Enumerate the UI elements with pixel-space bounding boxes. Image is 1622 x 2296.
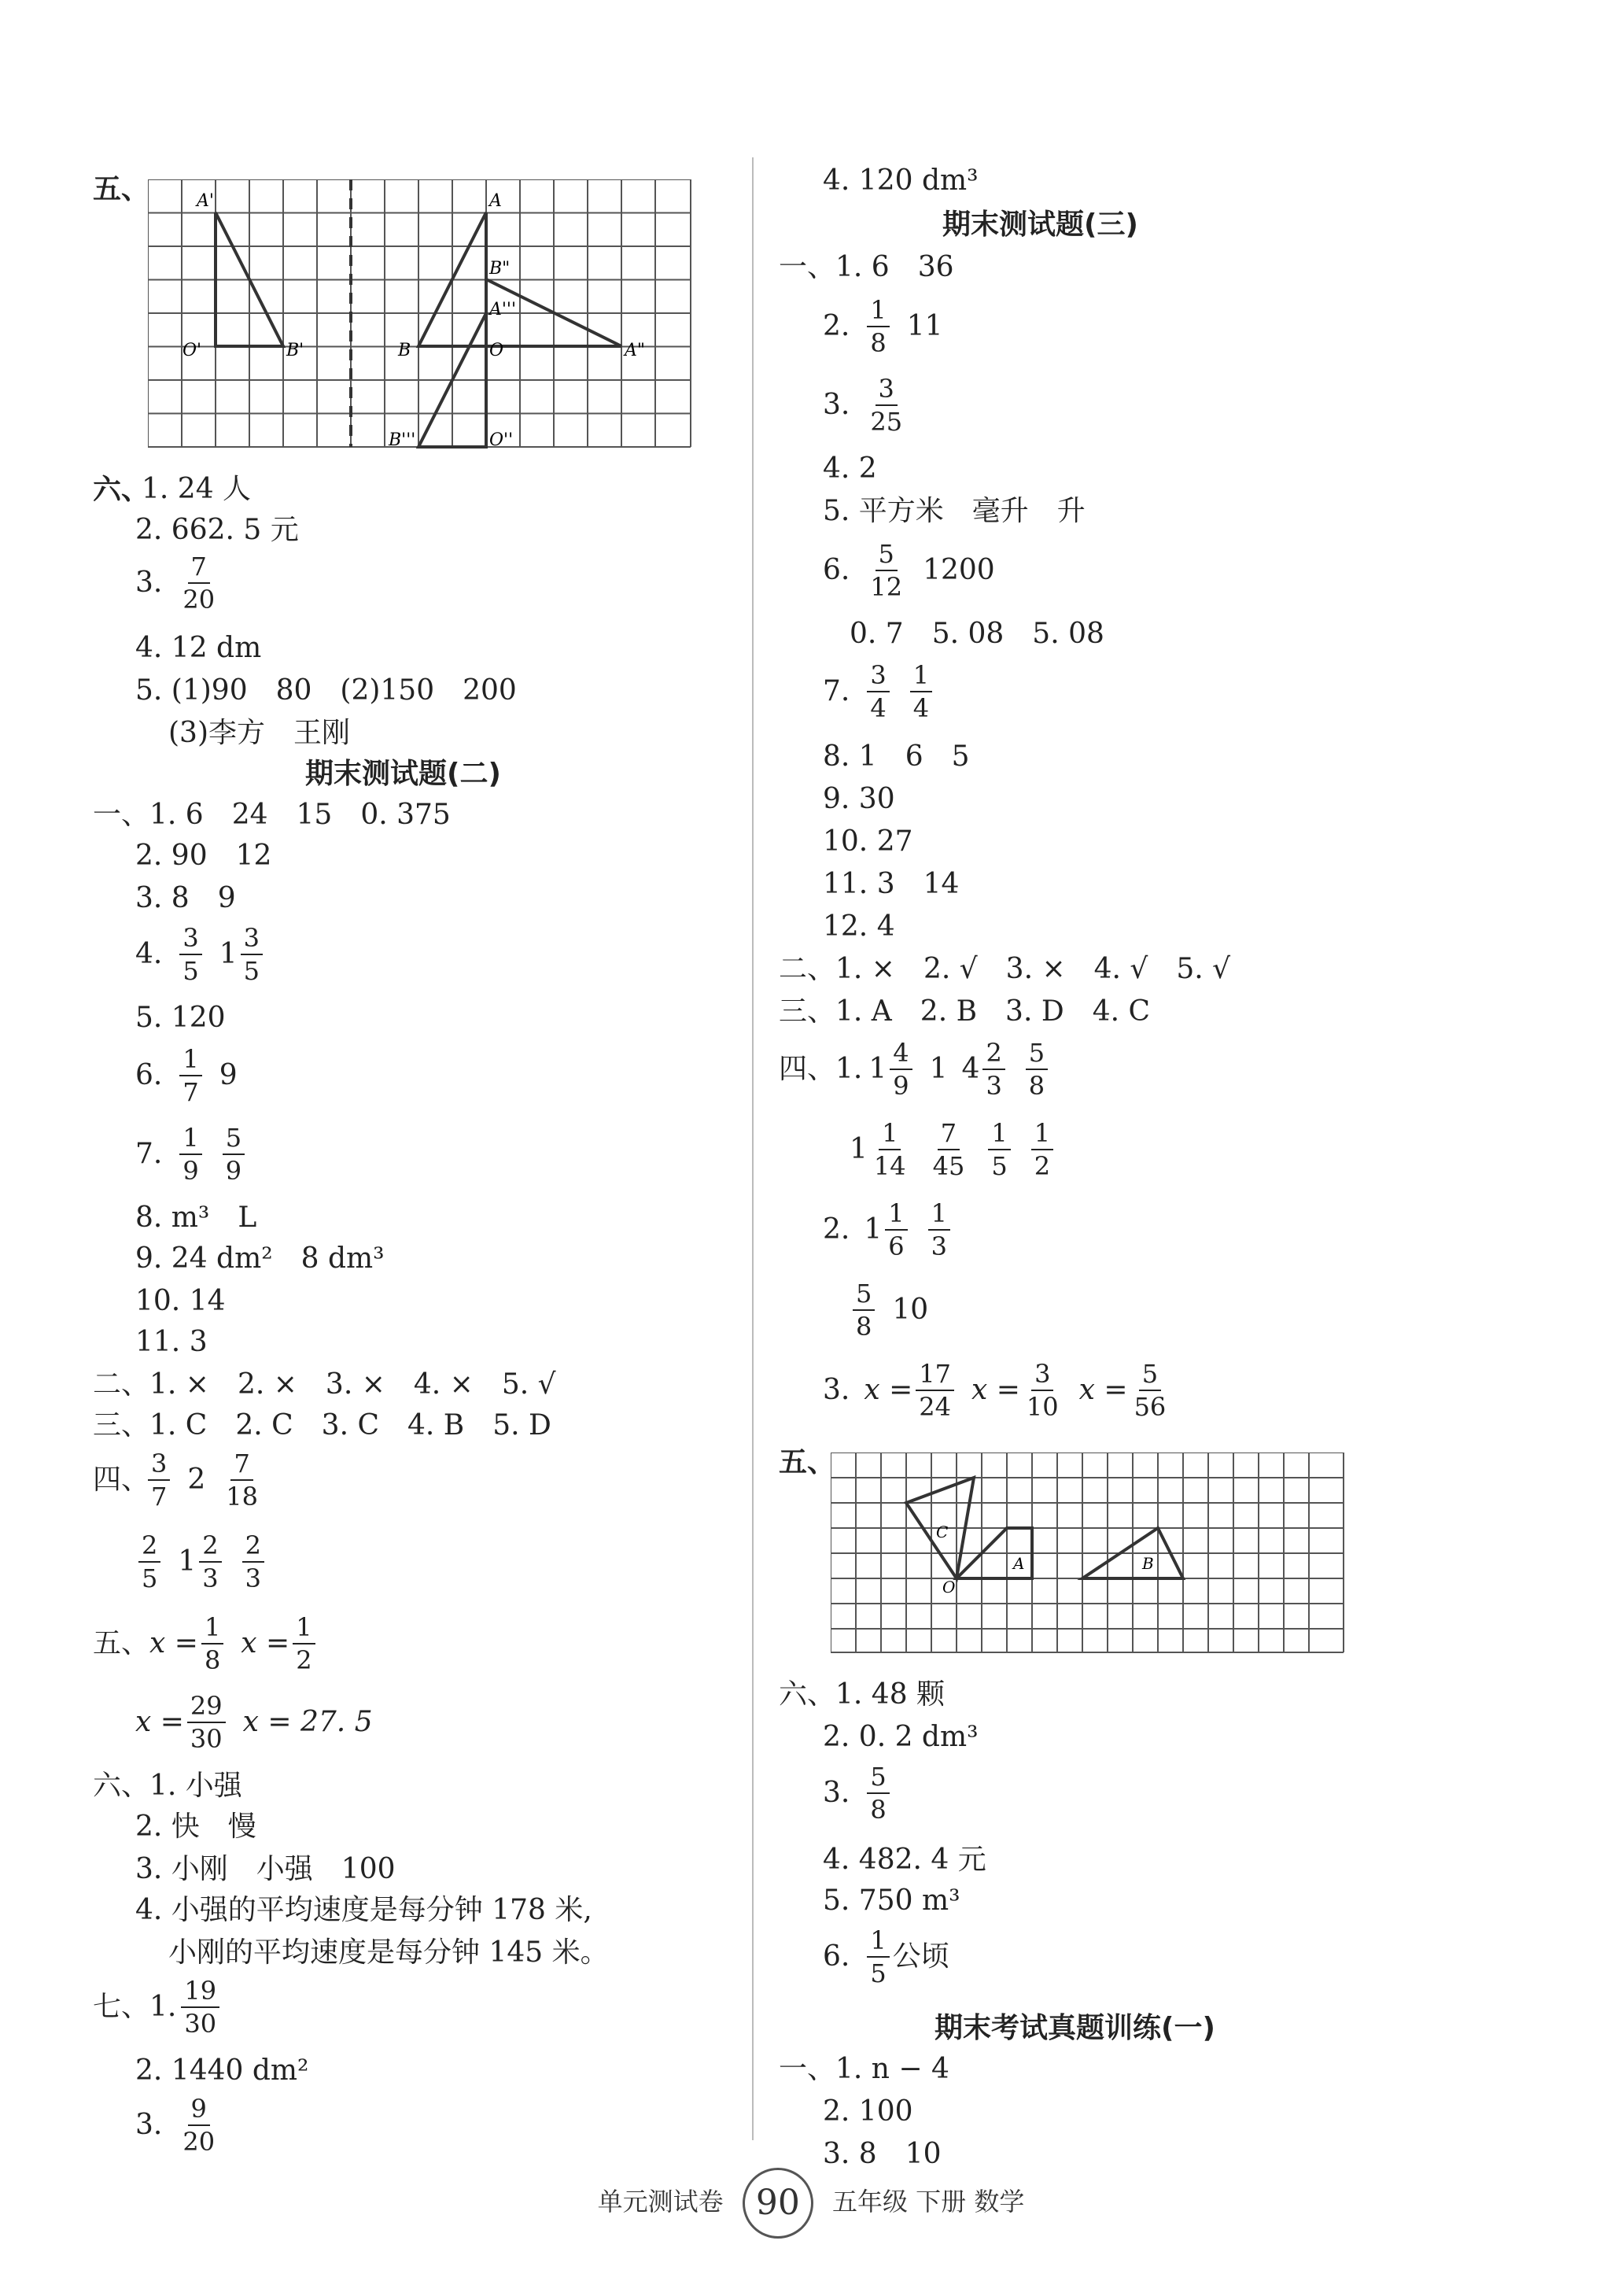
fraction (187, 1690, 226, 1755)
denominator: 9 (182, 1156, 199, 1186)
section-number: 四、1. (779, 1053, 863, 1085)
fraction (928, 1198, 950, 1262)
denominator: 8 (870, 1795, 887, 1825)
fraction (930, 1117, 968, 1182)
equation-lhs: x = (149, 1627, 198, 1659)
value: 11 (906, 310, 943, 342)
denominator: 8 (1028, 1071, 1045, 1101)
fraction (1026, 1037, 1048, 1102)
label-c: C (936, 1523, 949, 1541)
answer-e2-5b (135, 1690, 373, 1755)
fraction (138, 1530, 160, 1594)
real-exam-title: 期末考试真题训练(一) (934, 2012, 1215, 2044)
label-b-grid2: B (1142, 1554, 1154, 1573)
exam-3-title: 期末测试题(三) (942, 209, 1138, 241)
fraction (890, 1037, 912, 1102)
answer-rt-2: 2. 100 (823, 2095, 913, 2128)
numerator: 5 (1139, 1358, 1161, 1391)
numerator: 9 (188, 2093, 210, 2126)
exam-2-title: 期末测试题(二) (305, 758, 501, 790)
fraction (1023, 1358, 1062, 1423)
mixed-whole: 1 (178, 1545, 197, 1578)
answer-e3-6-1: 六、1. 48 颗 (779, 1678, 946, 1711)
value: 10 (892, 1294, 929, 1326)
numerator: 3 (241, 922, 263, 955)
numerator: 1 (885, 1198, 907, 1231)
denominator: 2 (296, 1645, 312, 1675)
item-number: 七、1. (93, 1991, 177, 2023)
denominator: 5 (243, 956, 260, 986)
fraction (179, 551, 218, 615)
answer-e3-1-3 (823, 373, 909, 437)
numerator: 1 (928, 1198, 950, 1231)
answer-6-2: 2. 662. 5 元 (135, 514, 299, 546)
numerator: 1 (867, 1925, 889, 1958)
fraction (867, 1761, 889, 1825)
numerator: 1 (988, 1117, 1010, 1150)
fraction (181, 1975, 219, 2039)
label-b2: B" (489, 259, 511, 279)
denominator: 5 (142, 1563, 158, 1593)
numerator: 4 (890, 1037, 912, 1070)
fraction (867, 373, 905, 437)
numerator: 7 (230, 1448, 253, 1481)
answer-e2-6-1: 六、1. 小强 (93, 1770, 242, 1802)
fraction (148, 1448, 170, 1512)
fraction (223, 1122, 245, 1187)
label-o1: O' (182, 341, 202, 360)
item-number: 3. (823, 1777, 850, 1809)
fraction (853, 1278, 875, 1342)
fraction (867, 538, 905, 603)
answer-e3-1-4: 4. 2 (823, 452, 877, 485)
answer-e3-1-6c: 0. 7 5. 08 5. 08 (850, 618, 1104, 650)
section-number: 五、 (93, 1627, 150, 1659)
item-number: 6. (135, 1059, 163, 1091)
numerator: 3 (867, 659, 889, 692)
fraction (988, 1117, 1010, 1182)
fraction (242, 1530, 264, 1594)
denominator: 2 (1034, 1151, 1051, 1181)
numerator: 3 (1031, 1358, 1053, 1391)
item-number: 3. (823, 1374, 850, 1406)
answer-6-5a: 5. (1)90 80 (2)150 200 (135, 674, 517, 707)
answer-e3-1-6 (823, 538, 995, 603)
answer-rt-3: 3. 8 10 (823, 2138, 942, 2170)
item-number: 3. (823, 389, 850, 421)
answer-e2-1-8: 8. m³ L (135, 1202, 257, 1234)
answer-e3-4-2b (850, 1278, 928, 1342)
item-number: 2. (823, 310, 850, 342)
answer-e3-6-5: 5. 750 m³ (823, 1884, 960, 1917)
numerator: 1 (293, 1611, 315, 1644)
mixed-whole: 1 (864, 1213, 883, 1246)
answer-e2-1-3: 3. 8 9 (135, 882, 236, 914)
fraction (293, 1611, 315, 1676)
numerator: 2 (982, 1037, 1005, 1070)
answer-rt-1: 一、1. n − 4 (779, 2053, 949, 2085)
grid-figure-2 (831, 1453, 1348, 1657)
answer-e2-1-7 (135, 1122, 248, 1187)
numerator: 1 (910, 659, 932, 692)
numerator: 17 (916, 1358, 954, 1391)
denominator: 30 (184, 2009, 217, 2039)
answer-e3-6-4: 4. 482. 4 元 (823, 1844, 986, 1876)
item-number: 3. (135, 2109, 163, 2141)
answer-e2-1-5: 5. 120 (135, 1002, 226, 1034)
answer-e3-4-2 (823, 1198, 953, 1262)
denominator: 3 (931, 1231, 947, 1261)
value: 9 (219, 1059, 238, 1091)
fraction (1131, 1358, 1170, 1423)
answer-e3-1-9: 9. 30 (823, 783, 895, 815)
denominator: 3 (202, 1563, 219, 1593)
numerator: 1 (179, 1043, 201, 1076)
label-o3: O'' (489, 430, 514, 450)
denominator: 12 (870, 572, 903, 602)
label-a-grid2: A (1013, 1554, 1025, 1573)
denominator: 3 (245, 1563, 261, 1593)
mixed-whole: 1 (850, 1133, 868, 1165)
denominator: 9 (225, 1156, 242, 1186)
denominator: 5 (991, 1151, 1008, 1181)
label-a1: A' (197, 191, 214, 211)
answer-e2-1-4 (135, 922, 266, 987)
answer-e2-1-10: 10. 14 (135, 1285, 226, 1317)
fraction (867, 659, 889, 724)
answer-e3-2: 二、1. × 2. √ 3. × 4. √ 5. √ (779, 953, 1231, 985)
denominator: 10 (1026, 1392, 1059, 1422)
denominator: 8 (870, 328, 887, 358)
answer-6-5b: (3)李方 王刚 (168, 717, 350, 749)
answer-e2-1-9: 9. 24 dm² 8 dm³ (135, 1242, 385, 1275)
denominator: 25 (870, 407, 903, 437)
fraction (1031, 1117, 1053, 1182)
denominator: 7 (151, 1482, 168, 1512)
fraction (871, 1117, 909, 1182)
value: 2 (187, 1464, 206, 1496)
numerator: 7 (938, 1117, 960, 1150)
answer-e3-1-7 (823, 659, 935, 724)
answer-e2-6-4a: 4. 小强的平均速度是每分钟 178 米, (135, 1894, 592, 1926)
answer-e3-6-6 (823, 1925, 949, 1989)
numerator: 29 (187, 1690, 226, 1723)
answer-r-4: 4. 120 dm³ (823, 164, 979, 197)
numerator: 1 (201, 1611, 223, 1644)
label-o: O (489, 341, 504, 360)
answer-6-4: 4. 12 dm (135, 632, 262, 664)
numerator: 3 (876, 373, 898, 406)
answer-e2-7-1 (93, 1975, 223, 2039)
numerator: 3 (148, 1448, 170, 1481)
item-number: 7. (823, 675, 850, 707)
page-footer (0, 2168, 1622, 2239)
numerator: 5 (867, 1761, 889, 1794)
fraction (199, 1530, 221, 1594)
equation-lhs: x = (241, 1627, 290, 1659)
denominator: 18 (226, 1482, 258, 1512)
fraction (179, 1043, 201, 1108)
numerator: 5 (876, 538, 898, 571)
fraction (885, 1198, 907, 1262)
denominator: 45 (932, 1151, 965, 1181)
denominator: 5 (870, 1958, 887, 1988)
denominator: 20 (182, 2127, 216, 2157)
answer-e3-1-5: 5. 平方米 毫升 升 (823, 495, 1086, 527)
denominator: 14 (873, 1151, 906, 1181)
answer-e3-3: 三、1. A 2. B 3. D 4. C (779, 995, 1151, 1028)
numerator: 19 (181, 1975, 219, 2008)
item-number: 2. (823, 1213, 850, 1246)
answer-e2-6-2: 2. 快 慢 (135, 1811, 256, 1843)
numerator: 5 (1026, 1037, 1048, 1070)
answer-e2-2: 二、1. × 2. × 3. × 4. × 5. √ (93, 1368, 556, 1401)
mixed-whole: 1 (868, 1053, 887, 1085)
section-number: 四、 (93, 1464, 150, 1496)
numerator: 1 (879, 1117, 901, 1150)
answer-e3-4-3 (823, 1358, 1172, 1423)
section-5-label: 五、 (93, 172, 150, 205)
answer-e3-6-2: 2. 0. 2 dm³ (823, 1721, 979, 1753)
section-5-label-right: 五、 (779, 1445, 836, 1478)
answer-e3-1-12: 12. 4 (823, 910, 895, 943)
denominator: 56 (1134, 1392, 1167, 1422)
fraction (179, 1122, 201, 1187)
fraction (223, 1448, 261, 1512)
fraction (179, 2093, 218, 2158)
value: 1200 (923, 554, 995, 586)
equation-lhs: x = (864, 1374, 913, 1406)
numerator: 2 (138, 1530, 160, 1563)
answer-e2-5 (93, 1611, 319, 1676)
denominator: 7 (182, 1077, 199, 1107)
mixed-whole: 4 (961, 1053, 980, 1085)
answer-e2-6-4b: 小刚的平均速度是每分钟 145 米。 (168, 1936, 609, 1969)
denominator: 30 (190, 1724, 223, 1754)
numerator: 1 (179, 1122, 201, 1155)
numerator: 1 (867, 294, 889, 327)
value: 1 (929, 1053, 948, 1085)
answer-e2-6-3: 3. 小刚 小强 100 (135, 1853, 396, 1885)
label-b1: B' (286, 341, 304, 360)
numerator: 2 (242, 1530, 264, 1563)
fraction (910, 659, 932, 724)
answer-e3-6-3 (823, 1761, 893, 1825)
item-number: 3. (135, 567, 163, 599)
label-b3: B''' (389, 430, 416, 450)
numerator: 7 (188, 551, 210, 584)
answer-e2-4 (93, 1448, 264, 1512)
fraction (982, 1037, 1005, 1102)
equation-lhs: x = (1078, 1374, 1128, 1406)
fraction (867, 294, 889, 359)
denominator: 8 (204, 1645, 221, 1675)
denominator: 3 (986, 1071, 1002, 1101)
answer-e3-1-2 (823, 294, 943, 359)
label-a3: A''' (489, 300, 517, 319)
fraction (916, 1358, 954, 1423)
denominator: 4 (912, 693, 930, 723)
numerator: 3 (179, 922, 201, 955)
footer-book-title: 单元测试卷 (597, 2187, 724, 2217)
answer-e3-4-1b (850, 1117, 1056, 1182)
answer-e2-4b (135, 1530, 267, 1594)
answer-e2-1-6 (135, 1043, 238, 1108)
numerator: 5 (223, 1122, 245, 1155)
item-number: 6. (823, 1940, 850, 1973)
column-divider (752, 157, 754, 2140)
fraction (867, 1925, 889, 1989)
answer-e2-1-1: 一、1. 6 24 15 0. 375 (93, 799, 451, 831)
section-6-label: 六、 (93, 473, 150, 506)
denominator: 6 (888, 1231, 905, 1261)
denominator: 9 (893, 1071, 909, 1101)
label-a2: A" (625, 341, 646, 360)
numerator: 2 (199, 1530, 221, 1563)
label-b: B (398, 341, 411, 360)
item-number: 6. (823, 554, 850, 586)
answer-e3-1-1: 一、1. 6 36 (779, 251, 954, 283)
numerator: 5 (853, 1278, 875, 1311)
item-number: 4. (135, 938, 163, 970)
answer-e2-3: 三、1. C 2. C 3. C 4. B 5. D (93, 1409, 551, 1441)
answer-e2-7-2: 2. 1440 dm² (135, 2054, 309, 2087)
denominator: 24 (919, 1392, 951, 1422)
answer-e3-4-1 (779, 1037, 1051, 1102)
answer-6-3 (135, 551, 221, 615)
numerator: 1 (1031, 1117, 1053, 1150)
equation-lhs: x = (971, 1374, 1020, 1406)
answer-e3-1-8: 8. 1 6 5 (823, 740, 970, 773)
page-number: 90 (743, 2168, 813, 2239)
answer-e2-7-3 (135, 2093, 221, 2158)
denominator: 8 (856, 1312, 872, 1342)
answer-e3-1-10: 10. 27 (823, 825, 913, 858)
fraction (179, 922, 201, 987)
unit: 公顷 (892, 1940, 949, 1973)
answer-e2-1-2: 2. 90 12 (135, 840, 272, 872)
label-o-grid2: O (942, 1578, 956, 1596)
denominator: 20 (182, 585, 216, 615)
denominator: 4 (870, 693, 887, 723)
fraction (241, 922, 263, 987)
answer-6-1: 1. 24 人 (142, 473, 252, 505)
answer-e2-1-11: 11. 3 (135, 1326, 208, 1358)
equation-lhs: x = (135, 1706, 184, 1738)
answer-e3-1-11: 11. 3 14 (823, 868, 960, 900)
footer-grade-subject: 五年级 下册 数学 (832, 2187, 1025, 2217)
item-number: 7. (135, 1138, 163, 1170)
denominator: 5 (182, 956, 199, 986)
equation: x = 27. 5 (242, 1706, 373, 1738)
label-a: A (489, 191, 502, 211)
mixed-whole: 1 (219, 938, 238, 970)
fraction (201, 1611, 223, 1676)
grid-figure-1 (148, 179, 699, 451)
